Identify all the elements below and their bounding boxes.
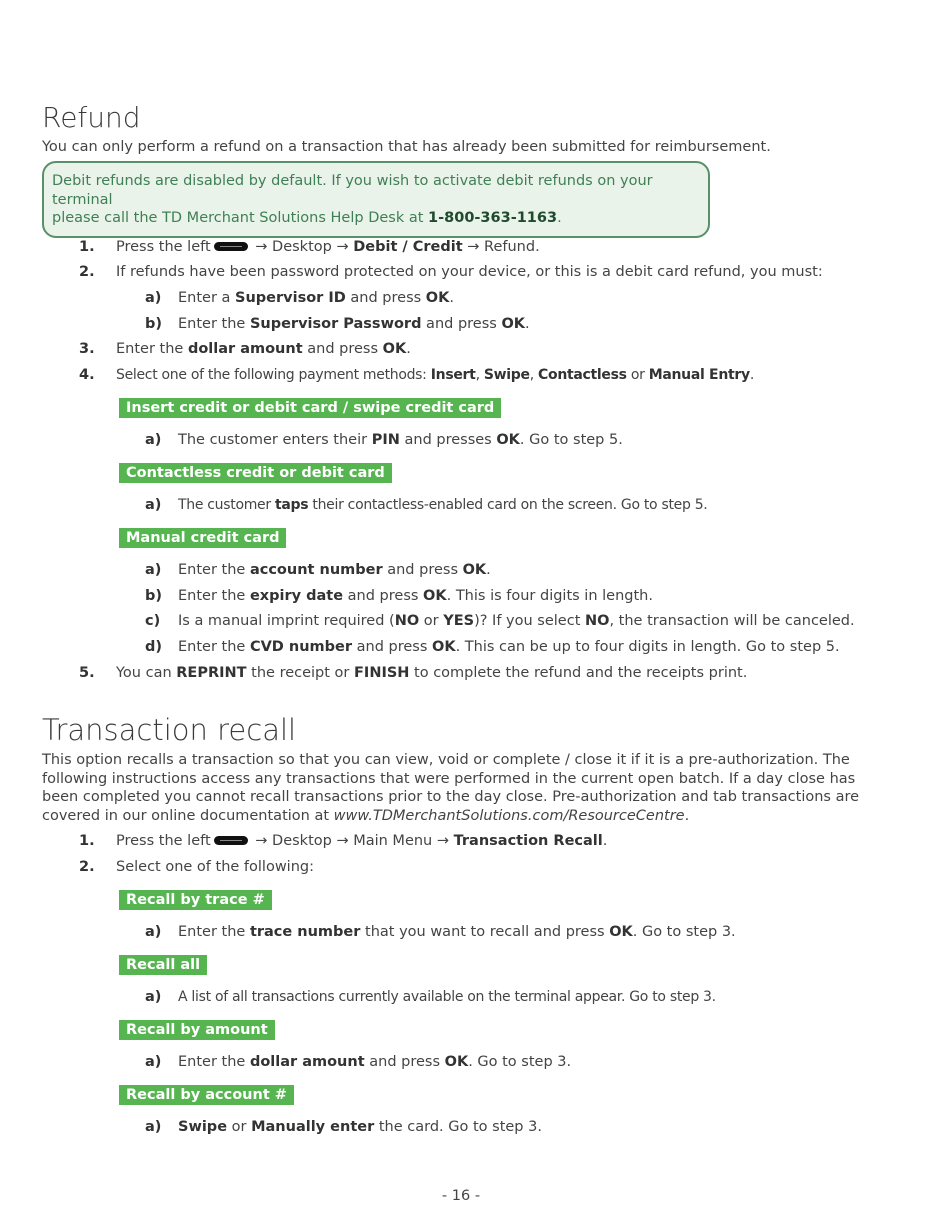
note-line1: Debit refunds are disabled by default. If you wish to activate debit refunds on your terminal [52,173,653,208]
recall-intro: This option recalls a transaction so that you can view, void or complete / close it if it is a pre-authorization. The following instructions access any transactions that were performed in the current open batch. If a day close has been completed you cannot recall transactions prior to the day close. Pre-authorization and tab transactions are covered in our online documentation at www.TDMerchantSolutions.com/ResourceCentre. [42,752,860,824]
page-number: - 16 - [441,1188,481,1204]
refund-heading: Refund [42,101,141,134]
left-key-icon [214,836,248,845]
note-line2: please call the TD Merchant Solutions Help Desk at [52,210,429,226]
tag-recall-trace: Recall by trace # [119,890,272,910]
tag-manual: Manual credit card [119,528,286,548]
debit-refund-note: Debit refunds are disabled by default. If you wish to activate debit refunds on your terminal please call the TD Merchant Solutions Help Desk at 1-800-363-1163. [42,161,710,238]
recall-heading: Transaction recall [42,713,297,747]
helpdesk-phone: 1-800-363-1163 [428,210,558,226]
tag-recall-amount: Recall by amount [119,1020,275,1040]
tag-recall-account: Recall by account # [119,1085,294,1105]
tag-recall-all: Recall all [119,955,207,975]
refund-intro: You can only perform a refund on a transaction that has already been submitted for reimbursement. [42,139,771,155]
tag-contactless: Contactless credit or debit card [119,463,392,483]
resource-centre-link[interactable]: www.TDMerchantSolutions.com/ResourceCentre [333,807,685,824]
left-key-icon [214,242,248,251]
tag-insert-swipe: Insert credit or debit card / swipe credit card [119,398,501,418]
